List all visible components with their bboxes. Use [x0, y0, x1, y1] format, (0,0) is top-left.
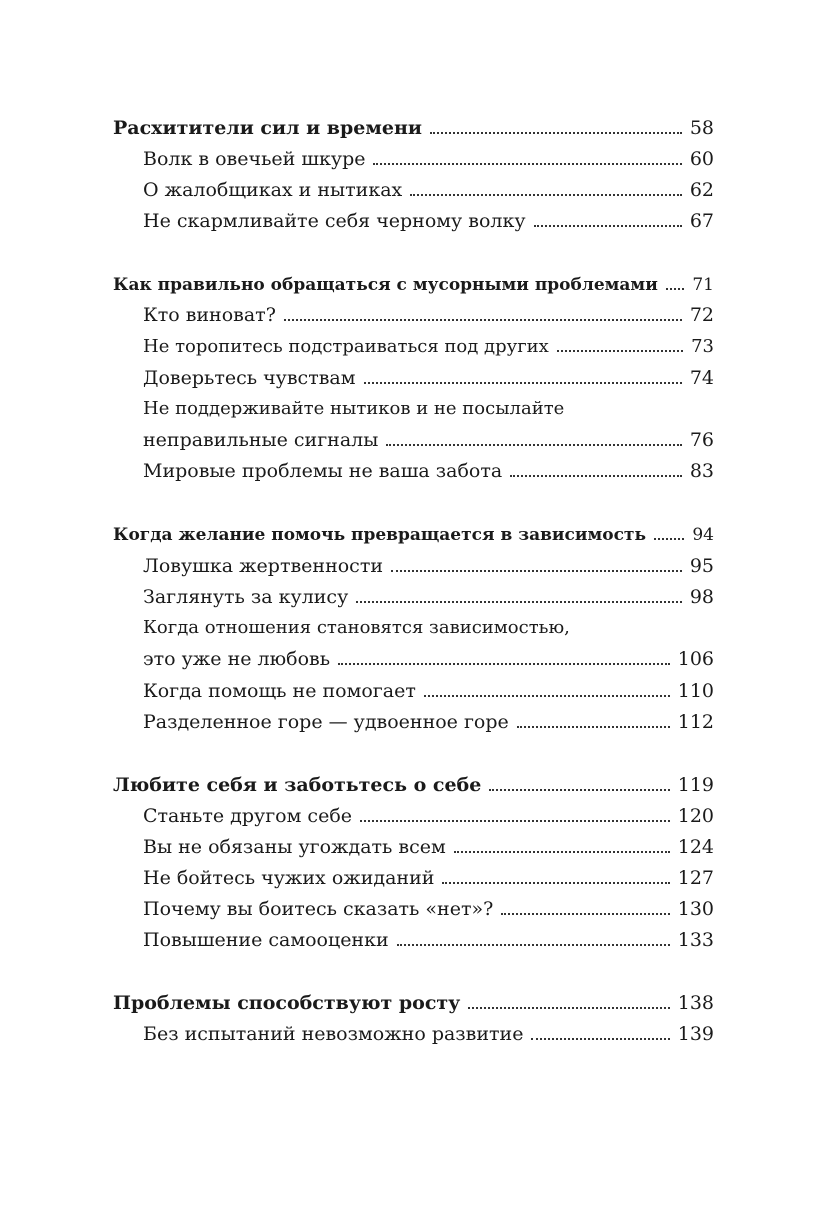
- toc-page-number: 127: [677, 867, 714, 889]
- toc-title: Доверьтесь чувствам: [143, 367, 356, 389]
- toc-page-number: 133: [677, 929, 714, 951]
- toc-dot-leader: [454, 850, 670, 853]
- toc-page-number: 73: [691, 336, 714, 357]
- toc-dot-leader: [489, 788, 669, 791]
- toc-page-number: 67: [689, 210, 714, 232]
- toc-title: Не торопитесь подстраиваться под других: [143, 336, 549, 357]
- toc-title: Почему вы боитесь сказать «нет»?: [143, 898, 494, 920]
- toc-page-number: 71: [692, 275, 714, 295]
- toc-entry: [143, 925, 714, 955]
- toc-page-number: 124: [677, 836, 714, 858]
- toc-chapter: [113, 770, 714, 800]
- toc-page-number: 83: [689, 460, 714, 482]
- toc-title: Кто виноват?: [143, 304, 276, 326]
- toc-chapter: [113, 988, 714, 1018]
- toc-page-number: 58: [689, 117, 714, 139]
- toc-title: Волк в овечьей шкуре: [143, 148, 366, 170]
- toc-entry: [143, 832, 714, 862]
- toc-title: Не бойтесь чужих ожиданий: [143, 867, 435, 889]
- toc-entry: [143, 676, 714, 706]
- toc-title: Заглянуть за кулису: [143, 586, 349, 608]
- toc-title: неправильные сигналы: [143, 429, 379, 451]
- toc-dot-leader: [557, 349, 683, 352]
- toc-page-number: 112: [677, 711, 714, 733]
- toc-page-number: 94: [692, 525, 714, 545]
- toc-dot-leader: [534, 224, 682, 227]
- toc-dot-leader: [386, 443, 681, 446]
- toc-title: Любите себя и заботьтесь о себе: [113, 774, 482, 796]
- toc-entry: [143, 801, 714, 831]
- toc-title: Не скармливайте себя черному волку: [143, 210, 526, 232]
- toc-entry-first-line: [143, 394, 714, 424]
- toc-page-number: 74: [689, 367, 714, 389]
- toc-page-number: 76: [689, 429, 714, 451]
- toc-title: Когда помощь не помогает: [143, 680, 416, 702]
- toc-title: Расхитители сил и времени: [113, 117, 422, 139]
- toc-page-number: 110: [677, 680, 714, 702]
- toc-entry: [143, 707, 714, 737]
- toc-title: Без испытаний невозможно развитие: [143, 1023, 524, 1045]
- toc-dot-leader: [424, 694, 670, 697]
- toc-title: это уже не любовь: [143, 648, 331, 670]
- toc-entry: [143, 425, 714, 455]
- toc-page-number: 62: [689, 179, 714, 201]
- toc-title: Не поддерживайте нытиков и не посылайте: [143, 398, 565, 419]
- toc-title: Когда желание помочь превращается в зависимость: [113, 525, 646, 545]
- toc-entry: [143, 582, 714, 612]
- toc-title: Мировые проблемы не ваша забота: [143, 460, 503, 482]
- toc-dot-leader: [501, 912, 669, 915]
- toc-page-number: 119: [677, 774, 714, 796]
- toc-dot-leader: [468, 1006, 669, 1009]
- toc-entry: [143, 863, 714, 893]
- toc-title: Проблемы способствуют росту: [113, 992, 461, 1014]
- toc-dot-leader: [517, 725, 670, 728]
- toc-title: Когда отношения становятся зависимостью,: [143, 617, 570, 638]
- toc-entry: [143, 363, 714, 393]
- toc-page-number: 120: [677, 805, 714, 827]
- toc-dot-leader: [356, 600, 682, 603]
- toc-page-number: 138: [677, 992, 714, 1014]
- toc-dot-leader: [391, 569, 682, 572]
- toc-entry: [143, 144, 714, 174]
- toc-page-number: 60: [689, 148, 714, 170]
- toc-page-number: 106: [677, 648, 714, 670]
- toc-page-number: 72: [689, 304, 714, 326]
- toc-page-number: 95: [689, 555, 714, 577]
- toc-title: Ловушка жертвенности: [143, 555, 383, 577]
- toc-title: О жалобщиках и нытиках: [143, 179, 403, 201]
- toc-entry: [143, 175, 714, 205]
- toc-page-number: 139: [677, 1023, 714, 1045]
- toc-dot-leader: [397, 943, 670, 946]
- toc-chapter: [113, 270, 714, 300]
- toc-dot-leader: [284, 318, 682, 321]
- toc-entry: [143, 456, 714, 486]
- toc-entry: [143, 644, 714, 674]
- toc-entry: [143, 206, 714, 236]
- toc-dot-leader: [410, 193, 682, 196]
- toc-entry: [143, 551, 714, 581]
- toc-page-number: 98: [689, 586, 714, 608]
- toc-dot-leader: [430, 131, 682, 134]
- toc-dot-leader: [373, 162, 681, 165]
- toc-entry: [143, 1019, 714, 1049]
- toc-entry-first-line: [143, 613, 714, 643]
- toc-dot-leader: [442, 881, 669, 884]
- toc-dot-leader: [364, 381, 682, 384]
- toc-entry: [143, 300, 714, 330]
- toc-entry: [143, 332, 714, 362]
- toc-dot-leader: [654, 537, 684, 540]
- toc-page-number: 130: [677, 898, 714, 920]
- toc-title: Станьте другом себе: [143, 805, 352, 827]
- toc-title: Как правильно обращаться с мусорными проблемами: [113, 275, 658, 295]
- toc-chapter: [113, 520, 714, 550]
- toc-title: Повышение самооценки: [143, 929, 389, 951]
- toc-dot-leader: [360, 819, 670, 822]
- toc-dot-leader: [338, 662, 670, 665]
- toc-title: Вы не обязаны угождать всем: [143, 836, 446, 858]
- toc-chapter: [113, 113, 714, 143]
- toc-title: Разделенное горе — удвоенное горе: [143, 711, 509, 733]
- toc-dot-leader: [531, 1037, 669, 1040]
- toc-dot-leader: [510, 474, 682, 477]
- toc-dot-leader: [666, 287, 685, 290]
- toc-entry: [143, 894, 714, 924]
